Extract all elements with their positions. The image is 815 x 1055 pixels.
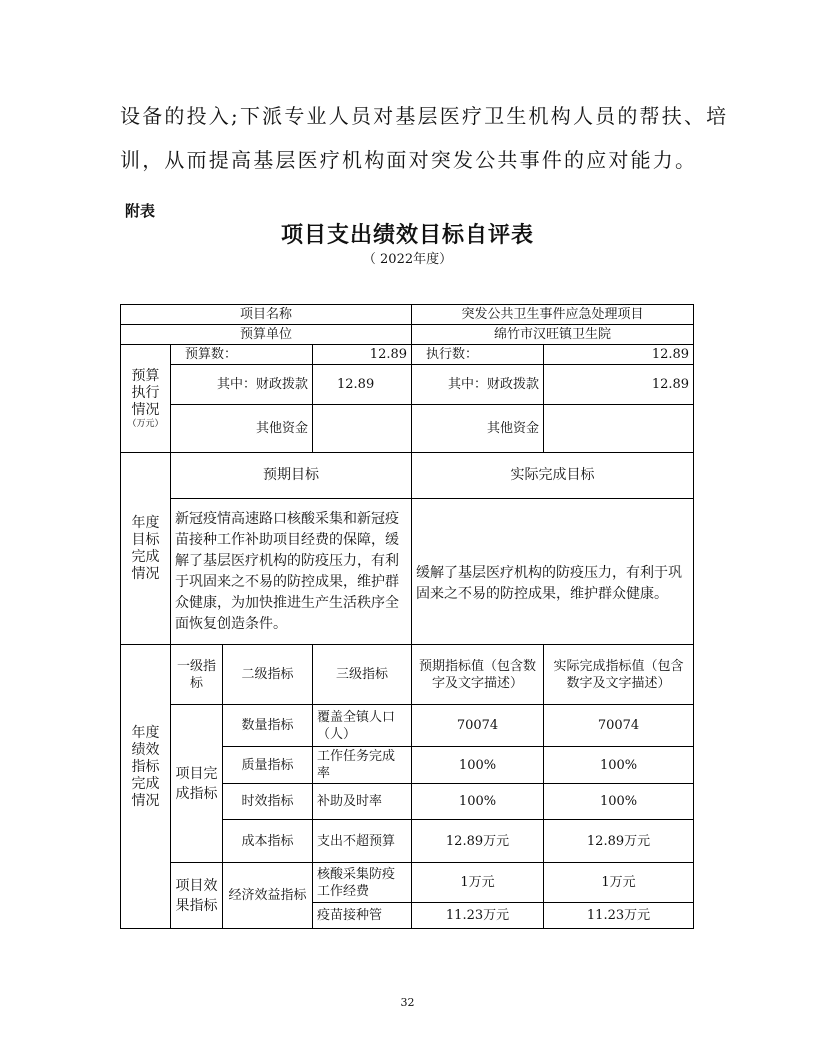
row-level2: 经济效益指标 — [223, 863, 313, 929]
indicator-row — [121, 863, 694, 903]
effect-group-label: 项目效果指标 — [171, 863, 223, 929]
row-level2: 时效指标 — [223, 784, 313, 820]
expected-goal-header: 预期目标 — [171, 453, 412, 499]
row-expected: 70074 — [412, 705, 544, 747]
completion-group-label: 项目完成指标 — [171, 705, 223, 863]
fiscal-budget-value: 12.89 — [313, 365, 412, 405]
row-expected: 100% — [412, 784, 544, 820]
row-level3: 补助及时率 — [313, 784, 412, 820]
row-actual: 70074 — [544, 705, 694, 747]
appendix-label: 附表 — [125, 202, 156, 220]
intro-line-1: 设备的投入;下派专业人员对基层医疗卫生机构人员的帮扶、培 — [120, 104, 729, 128]
budget-num-value: 12.89 — [313, 345, 412, 365]
expected-goal-text: 新冠疫情高速路口核酸采集和新冠疫苗接种工作补助项目经费的保障，缓解了基层医疗机构的防疫压力，有利于巩固来之不易的防控成果，维护群众健康，为加快推进生产生活秩序全面恢复创造条件。 — [171, 499, 412, 645]
header-level1: 一级指标 — [171, 645, 223, 705]
row-level2: 质量指标 — [223, 747, 313, 784]
budget-unit-row — [121, 325, 694, 345]
row-level2: 数量指标 — [223, 705, 313, 747]
row-actual: 1万元 — [544, 863, 694, 903]
fiscal-budget-label: 其中：财政拨款 — [171, 365, 313, 405]
row-actual: 100% — [544, 784, 694, 820]
fiscal-row — [121, 365, 694, 405]
row-level3: 核酸采集防疫工作经费 — [313, 863, 412, 903]
intro-line-2: 训，从而提高基层医疗机构面对突发公共事件的应对能力。 — [120, 148, 698, 172]
exec-unit-label: （万元） — [127, 418, 164, 429]
indicator-section-label: 年度绩效指标完成情况 — [121, 645, 171, 929]
row-level2: 成本指标 — [223, 820, 313, 863]
row-expected: 100% — [412, 747, 544, 784]
row-expected: 11.23万元 — [412, 903, 544, 929]
other-budget-value — [313, 405, 412, 453]
budget-unit-value: 绵竹市汉旺镇卫生院 — [412, 325, 694, 345]
page-number: 32 — [400, 996, 415, 1009]
exec-section-label: 预算执行情况 — [131, 367, 160, 418]
row-level3: 疫苗接种管 — [313, 903, 412, 929]
row-level3: 支出不超预算 — [313, 820, 412, 863]
fiscal-exec-value: 12.89 — [544, 365, 694, 405]
indicator-header-row — [121, 645, 694, 705]
budget-num-row — [121, 345, 694, 365]
row-level3: 工作任务完成率 — [313, 747, 412, 784]
other-budget-label: 其他资金 — [171, 405, 313, 453]
year-subtitle: （ 2022年度） — [362, 252, 453, 267]
goal-section-label: 年度目标完成情况 — [121, 453, 171, 645]
indicator-row — [121, 705, 694, 747]
row-actual: 12.89万元 — [544, 820, 694, 863]
goal-header-row — [121, 453, 694, 499]
budget-unit-label: 预算单位 — [121, 325, 412, 345]
project-name-value: 突发公共卫生事件应急处理项目 — [412, 305, 694, 325]
project-name-label: 项目名称 — [121, 305, 412, 325]
exec-num-value: 12.89 — [544, 345, 694, 365]
page-title: 项目支出绩效目标自评表 — [280, 223, 534, 248]
exec-section-cell — [121, 345, 171, 453]
header-level3: 三级指标 — [313, 645, 412, 705]
row-level3: 覆盖全镇人口（人） — [313, 705, 412, 747]
intro-paragraph — [120, 94, 729, 182]
performance-table — [120, 304, 694, 929]
budget-num-label: 预算数： — [171, 345, 313, 365]
header-actual: 实际完成指标值（包含数字及文字描述） — [544, 645, 694, 705]
header-expected: 预期指标值（包含数字及文字描述） — [412, 645, 544, 705]
other-exec-value — [544, 405, 694, 453]
exec-num-label: 执行数： — [412, 345, 544, 365]
row-actual: 11.23万元 — [544, 903, 694, 929]
actual-goal-header: 实际完成目标 — [412, 453, 694, 499]
row-actual: 100% — [544, 747, 694, 784]
row-expected: 12.89万元 — [412, 820, 544, 863]
goal-content-row — [121, 499, 694, 645]
fiscal-exec-label: 其中：财政拨款 — [412, 365, 544, 405]
actual-goal-text: 缓解了基层医疗机构的防疫压力，有利于巩固来之不易的防控成果，维护群众健康。 — [412, 499, 694, 645]
project-name-row — [121, 305, 694, 325]
header-level2: 二级指标 — [223, 645, 313, 705]
row-expected: 1万元 — [412, 863, 544, 903]
other-funds-row — [121, 405, 694, 453]
other-exec-label: 其他资金 — [412, 405, 544, 453]
